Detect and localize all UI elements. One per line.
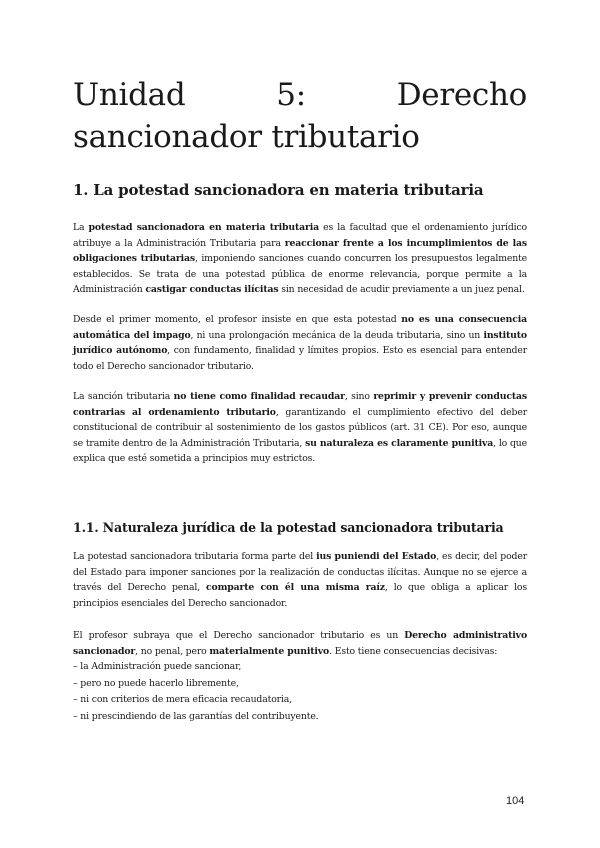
- text-run: Desde el primer momento, el profesor insiste en que esta potestad: [73, 314, 402, 325]
- list-item: – ni con criterios de mera eficacia recaudatoria,: [73, 694, 292, 705]
- bold-text: instituto jurídico autónomo: [73, 329, 527, 357]
- text-run: La sanción tributaria: [73, 391, 174, 402]
- section-1-paragraph-3: [73, 389, 527, 467]
- bold-text: Derecho administrativo sancionador: [73, 630, 527, 657]
- text-run: La: [73, 222, 89, 233]
- section-1-heading: 1. La potestad sancionadora en materia tributaria: [73, 181, 484, 199]
- section-1-paragraph-2: [73, 312, 527, 374]
- bold-text: su naturaleza es claramente punitiva: [305, 437, 494, 449]
- bold-text: comparte con él una misma raíz: [206, 582, 385, 594]
- text-run: , imponiendo sanciones cuando concurren los presupuestos legalmente establecidos. Se trata de una potestad pública de enorme relevancia, porque permite a la Administración: [73, 253, 527, 296]
- text-run: sin necesidad de acudir previamente a un juez penal.: [278, 284, 525, 296]
- text-run: , lo que obliga a aplicar los principios esenciales del Derecho sancionador.: [73, 582, 527, 609]
- text-run: , garantizando el cumplimiento efectivo del deber constitucional de contribuir al sostenimiento de los gastos públicos (art. 31 CE). Por eso, aunque se tramite dentro de la Administración Tributaria,: [73, 406, 527, 449]
- text-run: , con fundamento, finalidad y límites propios. Esto es esencial para entender todo el Derecho sancionador tributario.: [73, 345, 528, 372]
- page-number: 104: [506, 795, 525, 807]
- text-run: , ni una prolongación mecánica de la deuda tributaria, sino un: [190, 329, 484, 341]
- text-run: , lo que explica que esté sometida a principios muy estrictos.: [73, 437, 527, 465]
- section-1-paragraph-1: [73, 220, 527, 298]
- bold-text: ius puniendi del Estado: [316, 551, 437, 562]
- section-1-1-paragraph-2: [73, 628, 527, 659]
- bold-text: reprimir y prevenir conductas contrarias al ordenamiento tributario: [73, 391, 527, 418]
- section-1-1-paragraph-1: [73, 549, 527, 611]
- text-run: es la facultad que el ordenamiento jurídico atribuye a la Administración Tributaria para: [73, 222, 527, 249]
- text-run: La potestad sancionadora tributaria forma parte del: [73, 551, 317, 562]
- unit-title: Unidad 5: Derecho sancionador tributario: [73, 77, 527, 155]
- bold-text: no tiene como finalidad recaudar: [173, 391, 345, 402]
- bold-text: no es una consecuencia automática del impago: [73, 314, 527, 341]
- list-item: – ni prescindiendo de las garantías del contribuyente.: [73, 710, 319, 722]
- list-item: – pero no puede hacerlo libremente,: [73, 677, 239, 689]
- list-item: – la Administración puede sancionar,: [73, 661, 242, 672]
- bold-text: castigar conductas ilícitas: [145, 284, 279, 296]
- text-run: , sino: [344, 391, 374, 402]
- bold-text: potestad sancionadora en materia tributaria: [88, 222, 319, 233]
- consequences-list: [73, 659, 527, 725]
- bold-text: reaccionar frente a los incumplimientos de las obligaciones tributarias: [73, 237, 527, 265]
- text-run: , no penal, pero: [135, 645, 210, 657]
- bold-text: materialmente punitivo: [209, 645, 330, 657]
- text-run: . Esto tiene consecuencias decisivas:: [329, 645, 498, 657]
- text-run: , es decir, del poder del Estado para imponer sanciones por la realización de conductas ilícitas. Aunque no se ejerce a través del Derecho penal,: [73, 551, 527, 594]
- section-1-1-heading: 1.1. Naturaleza jurídica de la potestad sancionadora tributaria: [73, 520, 504, 535]
- text-run: El profesor subraya que el Derecho sancionador tributario es un: [73, 630, 405, 641]
